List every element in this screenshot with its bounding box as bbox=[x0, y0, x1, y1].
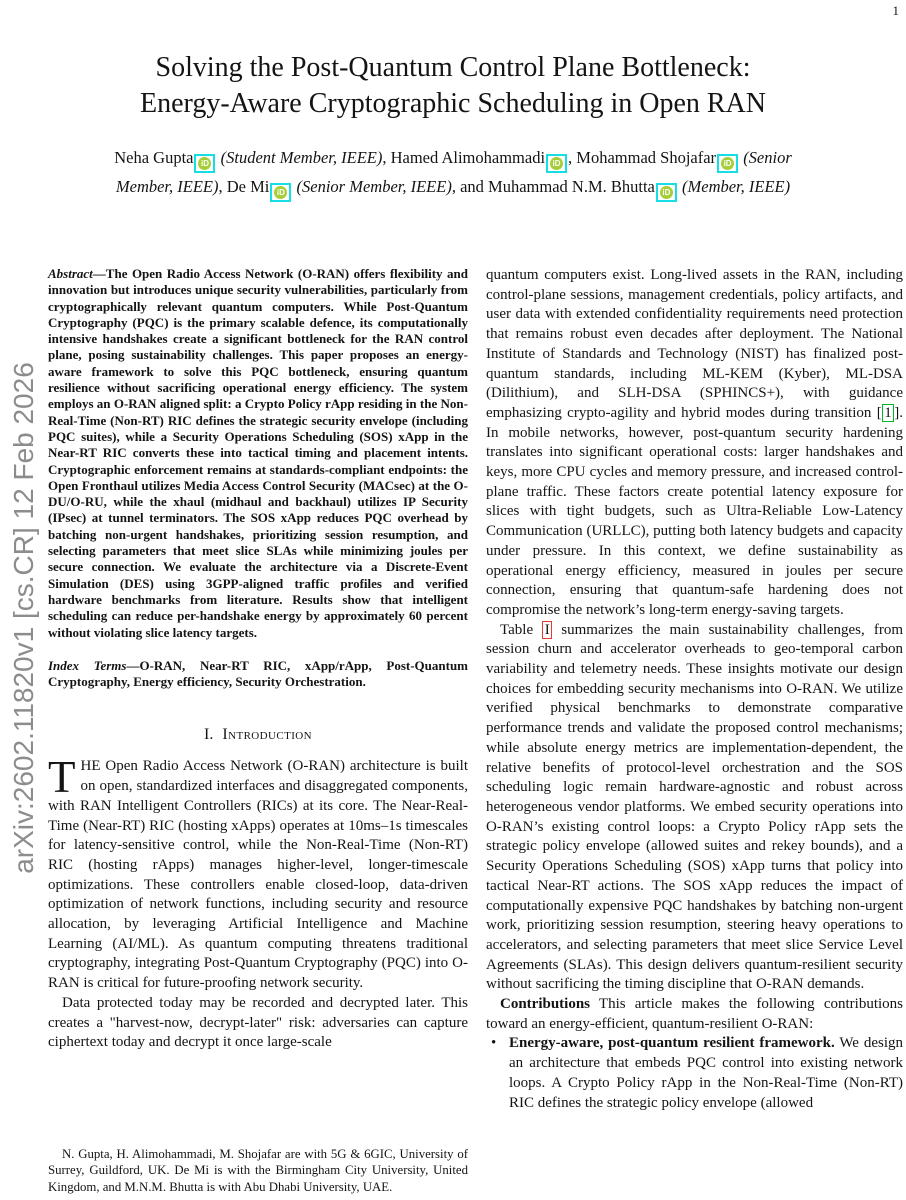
text-segment: , Mohammad Shojafar bbox=[568, 148, 717, 167]
text-segment: Table bbox=[500, 621, 543, 638]
text-segment: Energy-aware, post-quantum resilient framework. bbox=[509, 1035, 835, 1052]
author-affiliations-footnote: N. Gupta, H. Alimohammadi, M. Shojafar are with 5G & 6GIC, University of Surrey, Guildford, UK. De Mi is with the Birmingham City University, United Kingdom, and M.N.M. Bhutta is with Abu Dhabi University, UAE. bbox=[48, 1147, 468, 1194]
section-title: Introduction bbox=[222, 726, 312, 744]
table-reference-link[interactable]: I bbox=[542, 621, 552, 639]
paper-title-line1: Solving the Post-Quantum Control Plane Bottleneck: bbox=[155, 52, 751, 83]
abstract bbox=[48, 266, 468, 641]
arxiv-watermark: arXiv:2602.11820v1 [cs.CR] 12 Feb 2026 bbox=[8, 362, 39, 874]
drop-cap: T bbox=[48, 752, 76, 803]
text-segment: (Senior Member, IEEE) bbox=[115, 148, 792, 196]
index-terms bbox=[48, 658, 468, 691]
citation-link[interactable]: 1 bbox=[882, 404, 895, 422]
orcid-id-glyph: iD bbox=[660, 186, 673, 199]
intro-paragraph-2: Data protected today may be recorded and decrypted later. This creates a "harvest-now, decrypt-later" risk: adversaries can capture ciphertext today and decrypt it once large-scale bbox=[48, 994, 468, 1051]
text-segment: (Student Member, IEEE) bbox=[216, 148, 383, 167]
orcid-icon[interactable] bbox=[270, 183, 291, 202]
text-segment: Abstract bbox=[48, 266, 93, 281]
text-segment: (Member, IEEE) bbox=[677, 177, 791, 196]
bullet-marker: • bbox=[491, 1035, 497, 1052]
text-segment: Contributions bbox=[500, 996, 591, 1013]
orcid-id-glyph: iD bbox=[274, 186, 287, 199]
orcid-id-glyph: iD bbox=[721, 157, 734, 170]
text-segment: summarizes the main sustainability challenges, from session churn and accelerator overheads to geo-temporal carbon variability and telemetry needs. These insights motivate our design choices for embedding security mechanisms into O-RAN. We utilize verified physical benchmarks to demonstrate comparative performance trends and validate the proposed control mechanisms; while absolute energy metrics are implementation-dependent, the relative benefits of protocol-level orchestration and the SOS scheduling logic remain hardware-agnostic and robust across heterogeneous vendor platforms. We embed security operations into O-RAN’s existing control loops: a Crypto Policy rApp sets the strategic policy envelope (allowed suites and rekey bounds), and a Security Operations Scheduling (SOS) xApp turns that policy into tactical Near-RT actions. The SOS xApp reduces the impact of computationally expensive PQC handshakes by batching non-urgent work, prioritizing session resumption, steering heavy operations to accelerators, and selecting parameters that meet slice Service Level Agreements (SLAs). This design delivers quantum-resilient security without sacrificing the timing discipline that O-RAN demands. bbox=[486, 621, 903, 993]
text-segment: —The Open Radio Access Network (O-RAN) offers flexibility and innovation but introduces unique security vulnerabilities, particularly from cryptographically relevant quantum computers. While Post-Quantum Cryptography (PQC) is the primary scalable defence, its computationally intensive handshakes create a significant bottleneck for the RAN control plane, posing sustainability challenges. This paper proposes an energy-aware framework to solve this PQC bottleneck, ensuring quantum resilience without sacrificing operational energy efficiency. The system employs an O-RAN aligned split: a Crypto Policy rApp residing in the Non-Real-Time (Non-RT) RIC defines the strategic security envelope (including PQC suites), while a Security Operations Scheduling (SOS) xApp in the Near-RT RIC converts these into tactical timing and placement intents. Cryptographic enforcement remains at standards-compliant endpoints: the Open Fronthaul utilizes Media Access Control Security (MACsec) at the O-DU/O-RU, while the xhaul (midhaul and backhaul) utilizes IP Security (IPsec) at tunnel terminators. The SOS xApp reduces PQC overhead by batching non-urgent handshakes, prioritizing session resumption, and selecting parameters that meet slice SLAs while minimizing joules per secure connection. We evaluate the architecture via a Discrete-Event Simulation (DES) using 3GPP-aligned traffic profiles and verified hardware benchmarks from literature. Results show that intelligent scheduling can reduce per-handshake energy by approximately 60 percent without violating slice latency targets. bbox=[48, 266, 468, 640]
text-segment: , and Muhammad N.M. Bhutta bbox=[451, 177, 655, 196]
text-segment: , Hamed Alimohammadi bbox=[382, 148, 546, 167]
text-segment: ]. In mobile networks, however, post-quantum security hardening translates into significant operational costs: larger handshakes and keys, more CPU cycles and memory pressure, and increased control-plane traffic. These factors create potential latency exposure for slices with tight budgets, such as Ultra-Reliable Low-Latency Communication (URLLC), putting both latency budgets and capacity under pressure. In this context, we define sustainability as operational energy efficiency, measured in joules per secure connection, ensuring that quantum-safe hardening does not compromise the network’s long-term energy-saving targets. bbox=[486, 404, 903, 618]
page-number: 1 bbox=[892, 3, 899, 18]
orcid-icon[interactable] bbox=[194, 154, 215, 173]
text-segment: —O-RAN, Near-RT RIC, xApp/rApp, Post-Quantum Cryptography, Energy efficiency, Security Orchestration. bbox=[48, 657, 469, 690]
intro-paragraph-1 bbox=[48, 752, 468, 993]
section-number: I. bbox=[204, 726, 214, 744]
contribution-bullet-1 bbox=[486, 1034, 903, 1113]
orcid-icon[interactable] bbox=[717, 154, 738, 173]
contribution-bullet-1-text bbox=[509, 1034, 903, 1113]
right-paragraph-2 bbox=[486, 621, 903, 995]
intro-paragraph-1-text: HE Open Radio Access Network (O-RAN) architecture is built on open, standardized interfaces and disaggregated components, with RAN Intelligent Controllers (RICs) at its core. The Near-Real-Time (Near-RT) RIC (hosting xApps) operates at 10ms–1s timescales for latency-sensitive control, while the Non-Real-Time (Non-RT) RIC (hosting rApps) manages higher-level, longer-timescale optimizations. These controllers enable closed-loop, data-driven optimization of network functions, including security and resource allocation, by leveraging Artificial Intelligence and Machine Learning (AI/ML). As quantum computing threatens traditional cryptography, integrating Post-Quantum Cryptography (PQC) into O-RAN is critical for future-proofing network security. bbox=[48, 758, 468, 992]
orcid-icon[interactable] bbox=[546, 154, 567, 173]
paper-title bbox=[0, 50, 906, 122]
text-segment: Neha Gupta bbox=[114, 148, 194, 167]
right-column bbox=[486, 266, 903, 1113]
text-segment: This article makes the following contributions toward an energy-efficient, quantum-resilient O-RAN: bbox=[486, 996, 903, 1032]
paper-title-line2: Energy-Aware Cryptographic Scheduling in Open RAN bbox=[140, 88, 766, 119]
text-segment: quantum computers exist. Long-lived assets in the RAN, including control-plane sessions, management credentials, policy artifacts, and user data with extended confidentiality requirements need protection that remains robust even decades after deployment. The National Institute of Standards and Technology (NIST) has finalized post-quantum standards, including ML-KEM (Kyber), ML-DSA (Dilithium), and SLH-DSA (SPHINCS+), with guidance emphasizing crypto-agility and hybrid modes during transition [ bbox=[486, 267, 903, 421]
text-segment: We design an architecture that embeds PQC control into existing network loops. A Crypto Policy rApp in the Non-Real-Time (Non-RT) RIC defines the strategic policy envelope (allowed bbox=[509, 1035, 903, 1111]
text-segment: (Senior Member, IEEE) bbox=[292, 177, 452, 196]
orcid-id-glyph: iD bbox=[550, 157, 563, 170]
title-block bbox=[0, 50, 906, 122]
right-paragraph-1 bbox=[486, 266, 903, 621]
author-list bbox=[88, 144, 818, 202]
text-segment: , De Mi bbox=[218, 177, 270, 196]
orcid-icon[interactable] bbox=[656, 183, 677, 202]
orcid-id-glyph: iD bbox=[198, 157, 211, 170]
text-segment: Index Terms bbox=[48, 657, 127, 673]
left-column bbox=[48, 266, 468, 1053]
contributions-paragraph bbox=[486, 995, 903, 1034]
section-heading-introduction bbox=[48, 726, 468, 744]
